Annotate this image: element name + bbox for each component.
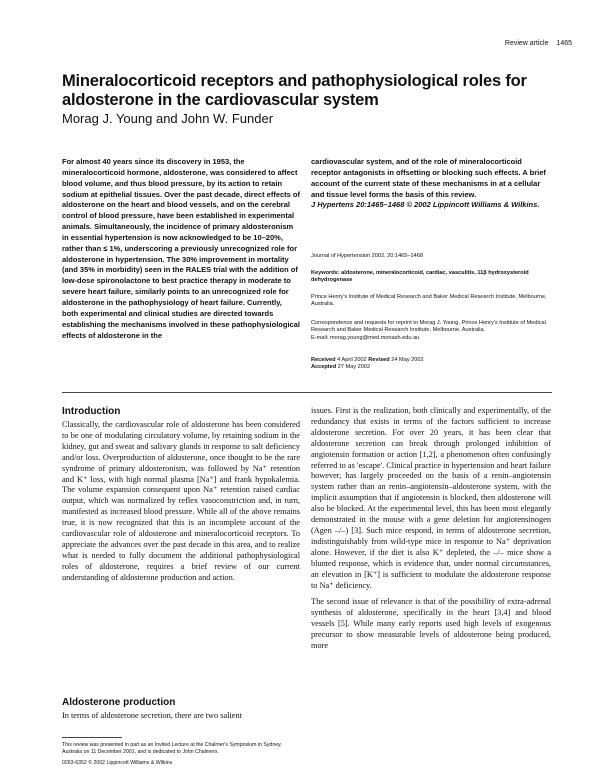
footnote: This review was presented in part as an Invited Lecture at the Chalmer's Symposium in Sydney, Australia on 11 December 2001, and is dedicated to John Chalmers.	[62, 742, 282, 756]
email: E-mail: morag.young@med.monash.edu.au	[311, 334, 420, 341]
accepted-label: Accepted	[311, 364, 337, 371]
right-paragraph-1: issues. First is the realization, both clinically and experimentally, of the redundancy that exists in terms of the factors sufficient to increase aldosterone secretion. For over 20 years, it has been clear that aldosterone secretion can break through prolonged inhibition of angiotensin formation or action [1,2], a phenomenon often confusingly referred to as 'escape'. Clinical practice in hypertension and heart failure however, has largely proceeded on the basis of a renin–angiotensin system rather than an renin–angiotensin–aldosterone system, with the implicit assumption that if angiotensin is blocked, then aldosterone will also be blocked. At the experimental level, this has been most elegantly demonstrated in the mouse with a gene deletion for angiotensinogen (Agen –/–) [3]. Such mice respond, in terms of aldosterone secretion, indistinguishably from wild-type mice in response to Na⁺ deprivation alone. However, if the diet is also K⁺ depleted, the –/– mice show a blunted response, which is evidence that, under normal circumstances, an elevation in [K⁺] is sufficient to modulate the aldosterone response to Na⁺ deficiency.	[311, 406, 551, 590]
production-text: In terms of aldosterone secretion, there are two salient	[62, 711, 242, 720]
keywords-label: Keywords:	[311, 270, 340, 276]
article-type: Review article	[504, 40, 549, 47]
article-title: Mineralocorticoid receptors and pathophysiological roles for aldosterone in the cardiovascular system	[62, 72, 527, 109]
correspondence-block	[311, 320, 551, 342]
affiliation: Prince Henry's Institute of Medical Research and Baker Medical Research Institute, Melbourne, Australia.	[311, 294, 547, 308]
revised-date: 24 May 2002	[391, 357, 424, 363]
received-date: 4 April 2002	[337, 357, 367, 363]
abstract-left-column: For almost 40 years since its discovery in 1953, the mineralocorticoid hormone, aldosterone, was considered to affect blood volume, and thus blood pressure, by its action to retain sodium at epithelial tissues. Over the past decade, direct effects of aldosterone on the heart and blood vessels, and on the cerebral control of blood pressure, have been established in experimental animals. Simultaneously, the incidence of primary aldosteronism in essential hypertension is now acknowledged to be 10–20%, rather than ≤ 1%, underscoring a previously unrecognized role for aldosterone in hypertension. The 30% improvement in mortality (and 35% in morbidity) seen in the RALES trial with the addition of low-dose spironolactone to best practice therapy in moderate to severe heart failure, similarly points to an unrecognized role for aldosterone in the pathophysiology of heart failure. Currently, both experimental and clinical studies are directed towards establishing the mechanisms involved in these pathophysiological effects of aldosterone in the	[62, 157, 300, 340]
right-body-column	[311, 406, 551, 658]
footnote-rule	[62, 737, 122, 738]
abstract-right-column	[311, 157, 551, 211]
production-heading: Aldosterone production	[62, 697, 176, 708]
page-number: 1465	[556, 40, 572, 47]
intro-text	[62, 420, 300, 584]
correspondence: Correspondence and requests for reprint to Morag J. Young, Prince Henry's Institute of Medical Research and Baker Medical Research Institute, Melbourne, Australia.	[311, 320, 546, 334]
keywords-text: aldosterone, mineralocorticoid, cardiac, vasculitis, 11β hydroxysteroid dehydrogenase	[311, 270, 529, 284]
keywords	[311, 270, 551, 285]
received-label: Received	[311, 357, 336, 363]
authors: Morag J. Young and John W. Funder	[62, 111, 274, 126]
abstract-citation: J Hypertens 20:1465–1468 © 2002 Lippincott Williams & Wilkins.	[311, 200, 540, 210]
dates	[311, 357, 551, 372]
accepted-date: 27 May 2002	[337, 364, 371, 371]
journal-line: Journal of Hypertension 2002, 20:1465–1468	[311, 253, 423, 259]
copyright: 0263-6352 © 2002 Lippincott Williams & Wilkins	[62, 760, 173, 766]
running-header	[505, 40, 572, 47]
abstract-continued: cardiovascular system, and of the role of mineralocorticoid receptor antagonists in offsetting or blocking such effects. A brief account of the current state of these mechanisms in at a cellular and tissue level forms the basis of this review.	[311, 157, 546, 199]
intro-heading: Introduction	[62, 406, 121, 417]
right-paragraph-2: The second issue of relevance is that of the possibility of extra-adrenal synthesis of aldosterone, specifically in the heart [3,4] and blood vessels [5]. While many early reports used high levels of exogenous precursor to show measurable levels of aldosterone being produced, more	[311, 597, 551, 651]
revised-label: Revised	[368, 357, 390, 363]
section-divider	[62, 392, 552, 393]
intro-paragraph: Classically, the cardiovascular role of aldosterone has been considered to be one of modulating circulatory volume, by retaining sodium in the kidney, gut and sweat and salivary glands in response to salt deficiency and/or loss. Overproduction of aldosterone, once thought to be the rare syndrome of primary aldosteronism, was followed by Na⁺ retention and K⁺ loss, with high normal plasma [Na⁺] and frank hypokalemia. The volume expansion consequent upon Na⁺ retention raised cardiac output, which was normalized by reflex vasoconstriction and, in turn, manifested as increased blood pressure. While all of the above remains true, it is now recognized that this is an incomplete account of the cardiovascular role of aldosterone and mineralocorticoid receptors. To appreciate the advances over the past decade in this area, and to realize what is needed to fully document the additional pathophysiological roles of aldosterone, requires a brief review of our current understanding of aldosterone production and action.	[62, 420, 300, 582]
